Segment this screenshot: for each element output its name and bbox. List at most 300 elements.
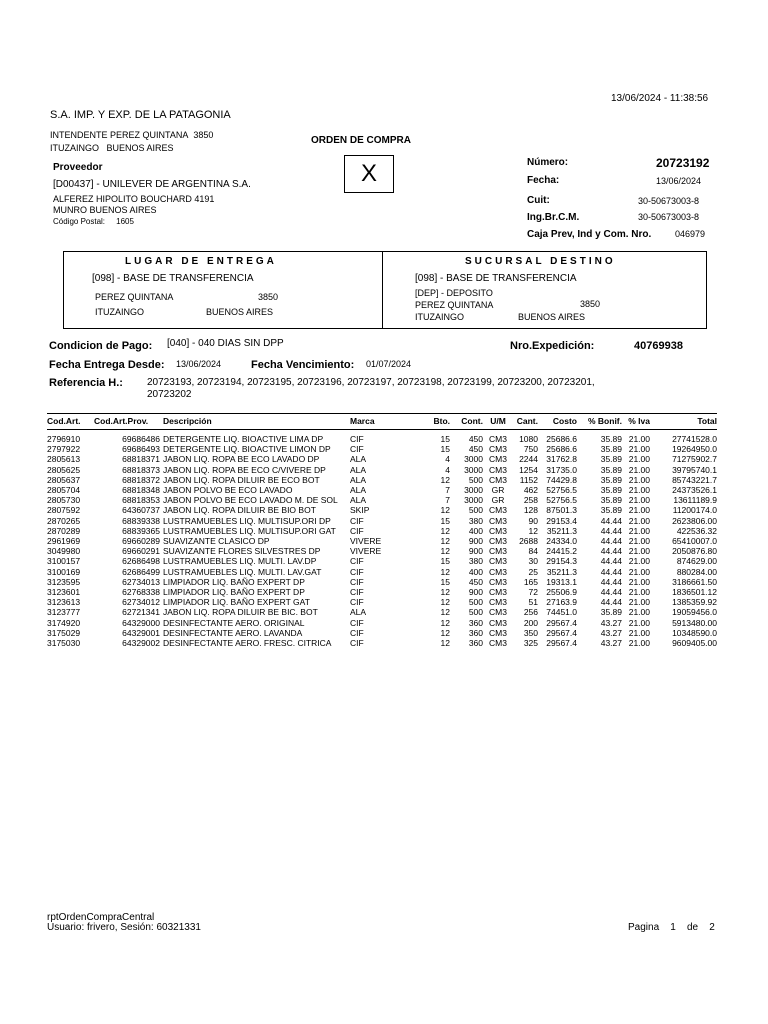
total-pages: 2 [709, 922, 715, 933]
cell-costo: 74429.8 [546, 474, 577, 485]
company-city-name: ITUZAINGO [50, 143, 99, 153]
cell-total: 1836501.12 [672, 587, 717, 598]
cell-iva: 21.00 [628, 525, 650, 536]
cell-cod-art: 2870265 [47, 515, 81, 526]
cell-cod-art: 3174920 [47, 617, 81, 628]
cell-cant: 1080 [519, 434, 538, 444]
cell-cod-prov: 62734013 [122, 576, 160, 587]
table-row [47, 556, 717, 566]
cell-iva: 21.00 [628, 515, 650, 526]
cell-marca: CIF [350, 525, 364, 536]
cell-costo: 87501.3 [546, 505, 577, 516]
cell-marca: CIF [350, 515, 364, 526]
cell-um: CM3 [489, 515, 507, 526]
cell-bonif: 44.44 [600, 597, 622, 608]
cell-cod-prov: 62768338 [122, 587, 160, 598]
cell-iva: 21.00 [628, 617, 650, 628]
sucursal-street: PEREZ QUINTANA [415, 300, 494, 310]
cell-desc: SUAVIZANTE FLORES SILVESTRES DP [163, 546, 321, 557]
cell-cont: 3000 [464, 485, 483, 496]
cell-cod-art: 3049980 [47, 546, 81, 557]
cell-bonif: 35.89 [600, 454, 622, 465]
cell-cont: 380 [468, 556, 483, 567]
items-body [47, 434, 717, 648]
cell-cant: 1254 [519, 464, 538, 475]
cell-desc: LUSTRAMUEBLES LIQ. MULTISUP.ORI GAT [163, 525, 336, 536]
cell-bto: 4 [445, 464, 450, 475]
cell-bto: 7 [445, 495, 450, 506]
session-info: Usuario: frivero, Sesión: 60321331 [47, 922, 201, 933]
cell-cod-prov: 68818353 [122, 495, 160, 506]
cell-cod-prov: 68818372 [122, 474, 160, 485]
cell-marca: CIF [350, 638, 364, 649]
cell-iva: 21.00 [628, 495, 650, 506]
cell-bonif: 44.44 [600, 525, 622, 536]
cell-um: CM3 [489, 597, 507, 608]
cell-total: 27741528.0 [672, 434, 717, 444]
cell-cod-art: 3123777 [47, 607, 81, 618]
table-row [47, 536, 717, 546]
cell-cont: 3000 [464, 464, 483, 475]
cell-bto: 12 [440, 525, 450, 536]
lugar-province: BUENOS AIRES [206, 307, 274, 317]
cell-total: 71275902.7 [672, 454, 717, 465]
cell-marca: CIF [350, 627, 364, 638]
cell-cont: 450 [468, 576, 483, 587]
cell-marca: ALA [350, 607, 367, 618]
cell-cod-art: 2805730 [47, 495, 81, 506]
cell-cant: 258 [523, 495, 538, 506]
lugar-city: ITUZAINGO [95, 307, 144, 317]
cell-bto: 7 [445, 485, 450, 496]
cell-costo: 52756.5 [546, 495, 577, 506]
company-province: BUENOS AIRES [106, 143, 174, 153]
cell-um: CM3 [489, 474, 507, 485]
cell-cant: 462 [523, 485, 538, 496]
cell-cant: 72 [528, 587, 538, 598]
cell-desc: LUSTRAMUEBLES LIQ. MULTI. LAV.DP [163, 556, 317, 567]
referencia-line-2: 20723202 [147, 389, 192, 400]
cell-cod-art: 3100169 [47, 566, 81, 577]
pago-value: [040] - 040 DIAS SIN DPP [167, 338, 284, 349]
cell-total: 19264950.0 [672, 444, 717, 455]
cell-costo: 31735.0 [546, 464, 577, 475]
cell-cont: 900 [468, 546, 483, 557]
cell-iva: 21.00 [628, 546, 650, 557]
cell-um: CM3 [489, 566, 507, 577]
col-costo: Costo [552, 416, 577, 426]
cell-cod-prov: 68839338 [122, 515, 160, 526]
cell-um: CM3 [489, 536, 507, 547]
cell-cant: 165 [523, 576, 538, 587]
cell-cod-art: 2805637 [47, 474, 81, 485]
cell-bonif: 44.44 [600, 587, 622, 598]
cell-desc: LUSTRAMUEBLES LIQ. MULTI. LAV.GAT [163, 566, 322, 577]
cell-cont: 500 [468, 505, 483, 516]
cell-bto: 15 [440, 576, 450, 587]
cell-cod-prov: 69660291 [122, 546, 160, 557]
cell-cod-prov: 68818348 [122, 485, 160, 496]
cell-bto: 12 [440, 597, 450, 608]
cell-costo: 31762.8 [546, 454, 577, 465]
doc-title: ORDEN DE COMPRA [311, 135, 412, 146]
cell-bto: 12 [440, 546, 450, 557]
cell-bonif: 35.89 [600, 607, 622, 618]
items-table [47, 434, 717, 648]
lugar-number: 3850 [258, 292, 279, 302]
cell-bto: 4 [445, 454, 450, 465]
table-row [47, 454, 717, 464]
cell-desc: JABON LIQ. ROPA BE ECO C/VIVERE DP [163, 464, 326, 475]
cell-cont: 360 [468, 617, 483, 628]
table-row [47, 577, 717, 587]
table-row [47, 597, 717, 607]
cell-bto: 12 [440, 617, 450, 628]
cell-bonif: 43.27 [600, 617, 622, 628]
cell-bto: 15 [440, 515, 450, 526]
pagina-label: Pagina [628, 922, 660, 933]
cell-cod-prov: 69686486 [122, 434, 160, 444]
cell-desc: JABON LIQ. ROPA DILUIR BE BIO BOT [163, 505, 316, 516]
cell-bto: 15 [440, 444, 450, 455]
table-row [47, 475, 717, 485]
fecha-label: Fecha: [527, 175, 560, 186]
vencimiento-value: 01/07/2024 [366, 359, 412, 369]
numero-value: 20723192 [656, 156, 710, 170]
cell-total: 65410007.0 [672, 536, 717, 547]
cell-total: 9609405.00 [672, 638, 717, 649]
cell-marca: CIF [350, 587, 364, 598]
cell-cod-art: 2805625 [47, 464, 81, 475]
cell-cont: 3000 [464, 454, 483, 465]
cell-iva: 21.00 [628, 627, 650, 638]
sucursal-title: SUCURSAL DESTINO [465, 256, 616, 267]
cell-bto: 15 [440, 434, 450, 444]
cell-marca: ALA [350, 474, 367, 485]
expedicion-value: 40769938 [634, 340, 683, 352]
proveedor-cp [53, 217, 134, 226]
cell-cod-art: 2797922 [47, 444, 81, 455]
referencia-line-1: 20723193, 20723194, 20723195, 20723196, 20723197, 20723198, 20723199, 20723200, 20723201, [147, 377, 595, 388]
cell-cod-prov: 64329000 [122, 617, 160, 628]
cell-marca: ALA [350, 495, 367, 506]
cell-iva: 21.00 [628, 464, 650, 475]
cell-marca: CIF [350, 434, 364, 444]
cell-desc: LIMPIADOR LIQ. BAÑO EXPERT DP [163, 587, 305, 598]
cell-cant: 256 [523, 607, 538, 618]
cell-cod-prov: 62686499 [122, 566, 160, 577]
col-desc: Descripción [163, 416, 212, 426]
cell-cant: 1152 [519, 474, 538, 485]
cell-total: 874629.00 [676, 556, 717, 567]
cell-costo: 29154.3 [546, 556, 577, 567]
caja-value: 046979 [675, 229, 706, 239]
cell-um: CM3 [489, 454, 507, 465]
cell-bto: 12 [440, 627, 450, 638]
print-datetime: 13/06/2024 - 11:38:56 [611, 93, 709, 104]
cell-costo: 24334.0 [546, 536, 577, 547]
cell-iva: 21.00 [628, 607, 650, 618]
cell-costo: 29567.4 [546, 638, 577, 649]
cell-iva: 21.00 [628, 454, 650, 465]
cell-total: 85743221.7 [672, 474, 717, 485]
cell-total: 39795740.1 [672, 464, 717, 475]
cell-cod-art: 3175029 [47, 627, 81, 638]
pagination [628, 922, 715, 933]
cell-cod-art: 3123595 [47, 576, 81, 587]
cell-costo: 25686.6 [546, 434, 577, 444]
cell-bto: 12 [440, 587, 450, 598]
caja-label: Caja Prev, Ind y Com. Nro. [527, 229, 652, 240]
page-number: 1 [670, 922, 676, 933]
doc-type-mark: X [344, 155, 394, 193]
cell-um: CM3 [489, 464, 507, 475]
cell-cont: 400 [468, 566, 483, 577]
cell-desc: JABON LIQ. ROPA BE ECO LAVADO DP [163, 454, 320, 465]
cell-marca: CIF [350, 556, 364, 567]
lugar-street: PEREZ QUINTANA [95, 292, 174, 302]
cell-costo: 19313.1 [546, 576, 577, 587]
cell-desc: SUAVIZANTE CLASICO DP [163, 536, 270, 547]
lugar-name: [098] - BASE DE TRANSFERENCIA [92, 273, 254, 284]
cell-costo: 25506.9 [546, 587, 577, 598]
cell-bonif: 44.44 [600, 556, 622, 567]
cell-cod-prov: 64329002 [122, 638, 160, 649]
cell-cant: 2688 [519, 536, 538, 547]
proveedor-cp-value: 1605 [116, 217, 134, 226]
col-cod-prov: Cod.Art.Prov. [94, 416, 149, 426]
cell-bto: 12 [440, 638, 450, 649]
cell-cont: 450 [468, 434, 483, 444]
cell-cant: 200 [523, 617, 538, 628]
table-header-rule [47, 429, 717, 430]
cell-costo: 24415.2 [546, 546, 577, 557]
cell-bonif: 35.89 [600, 434, 622, 444]
cell-total: 3186661.50 [672, 576, 717, 587]
cell-marca: ALA [350, 454, 367, 465]
cell-marca: CIF [350, 566, 364, 577]
cell-cont: 500 [468, 474, 483, 485]
numero-label: Número: [527, 157, 569, 168]
col-um: U/M [490, 416, 506, 426]
cell-total: 5913480.00 [672, 617, 717, 628]
cell-cant: 750 [523, 444, 538, 455]
cell-bto: 15 [440, 556, 450, 567]
cell-cod-art: 2796910 [47, 434, 81, 444]
cell-desc: DESINFECTANTE AERO. LAVANDA [163, 627, 303, 638]
cell-um: CM3 [489, 607, 507, 618]
cell-cant: 128 [523, 505, 538, 516]
cell-um: CM3 [489, 576, 507, 587]
cell-cod-art: 2961969 [47, 536, 81, 547]
company-name: S.A. IMP. Y EXP. DE LA PATAGONIA [50, 109, 231, 121]
cell-costo: 35211.3 [546, 525, 577, 536]
cell-cod-prov: 64329001 [122, 627, 160, 638]
cell-marca: VIVERE [350, 546, 382, 557]
de-label: de [686, 922, 699, 933]
cell-iva: 21.00 [628, 434, 650, 444]
cell-iva: 21.00 [628, 505, 650, 516]
cell-cont: 360 [468, 638, 483, 649]
cell-cod-art: 3175030 [47, 638, 81, 649]
cell-desc: LUSTRAMUEBLES LIQ. MULTISUP.ORI DP [163, 515, 331, 526]
cell-cont: 900 [468, 587, 483, 598]
table-row [47, 567, 717, 577]
table-row [47, 505, 717, 515]
cell-um: GR [491, 495, 505, 506]
entrega-value: 13/06/2024 [176, 359, 222, 369]
cell-costo: 35211.3 [546, 566, 577, 577]
cell-um: CM3 [489, 627, 507, 638]
cell-um: CM3 [489, 546, 507, 557]
cell-iva: 21.00 [628, 474, 650, 485]
cell-bonif: 44.44 [600, 515, 622, 526]
cell-marca: SKIP [350, 505, 370, 516]
cell-costo: 29153.4 [546, 515, 577, 526]
cell-cod-prov: 62734012 [122, 597, 160, 608]
ingbr-value: 30-50673003-8 [638, 212, 700, 222]
cell-bto: 12 [440, 505, 450, 516]
cell-bonif: 35.89 [600, 485, 622, 496]
col-iva: % Iva [628, 416, 650, 426]
cell-total: 880284.00 [676, 566, 717, 577]
table-row [47, 444, 717, 454]
cell-cod-prov: 64360737 [122, 505, 160, 516]
cell-total: 11200174.0 [672, 505, 717, 516]
ingbr-label: Ing.Br.C.M. [527, 212, 580, 223]
cell-cod-art: 2805704 [47, 485, 81, 496]
cell-costo: 74451.0 [546, 607, 577, 618]
cell-um: CM3 [489, 434, 507, 444]
table-row [47, 628, 717, 638]
cell-cont: 500 [468, 597, 483, 608]
col-cant: Cant. [516, 416, 538, 426]
cell-bonif: 44.44 [600, 566, 622, 577]
cell-cod-art: 3123613 [47, 597, 81, 608]
cell-bonif: 44.44 [600, 536, 622, 547]
sucursal-province: BUENOS AIRES [518, 312, 586, 322]
table-row [47, 607, 717, 617]
cell-total: 422536.32 [676, 525, 717, 536]
cell-bonif: 35.89 [600, 474, 622, 485]
expedicion-label: Nro.Expedición: [510, 340, 595, 352]
table-row [47, 618, 717, 628]
proveedor-address: ALFEREZ HIPOLITO BOUCHARD 4191 [53, 194, 215, 204]
cell-cant: 90 [528, 515, 538, 526]
cell-cont: 900 [468, 536, 483, 547]
cell-marca: ALA [350, 464, 367, 475]
col-cont: Cont. [461, 416, 483, 426]
cell-iva: 21.00 [628, 638, 650, 649]
company-street [50, 130, 213, 140]
cell-um: CM3 [489, 525, 507, 536]
cell-iva: 21.00 [628, 597, 650, 608]
report-name: rptOrdenCompraCentral [47, 912, 155, 923]
cell-cod-prov: 69660289 [122, 536, 160, 547]
company-city [50, 143, 174, 153]
cell-total: 1385359.92 [672, 597, 717, 608]
cell-total: 13611189.9 [673, 495, 717, 506]
cell-desc: JABON POLVO BE ECO LAVADO [163, 485, 293, 496]
cell-cod-art: 2870289 [47, 525, 81, 536]
cell-desc: LIMPIADOR LIQ. BAÑO EXPERT DP [163, 576, 305, 587]
cell-desc: LIMPIADOR LIQ. BAÑO EXPERT GAT [163, 597, 310, 608]
cell-iva: 21.00 [628, 485, 650, 496]
cell-cod-prov: 69686493 [122, 444, 160, 455]
cell-costo: 29567.4 [546, 627, 577, 638]
cell-bto: 12 [440, 607, 450, 618]
cell-marca: CIF [350, 444, 364, 455]
proveedor-city: MUNRO BUENOS AIRES [53, 205, 157, 215]
cell-um: CM3 [489, 587, 507, 598]
box-divider [382, 252, 383, 328]
sucursal-number: 3850 [580, 299, 601, 309]
cell-marca: ALA [350, 485, 367, 496]
table-row [47, 495, 717, 505]
table-top-rule [47, 413, 717, 414]
cell-cant: 350 [523, 627, 538, 638]
cell-marca: VIVERE [350, 536, 382, 547]
cell-total: 10348590.0 [672, 627, 717, 638]
cell-cant: 25 [528, 566, 538, 577]
cell-desc: DETERGENTE LIQ. BIOACTIVE LIMA DP [163, 434, 324, 444]
cell-cant: 84 [528, 546, 538, 557]
cell-costo: 29567.4 [546, 617, 577, 628]
cell-bto: 12 [440, 474, 450, 485]
cell-cant: 12 [528, 525, 538, 536]
cell-cont: 450 [468, 444, 483, 455]
cell-cod-prov: 68839365 [122, 525, 160, 536]
cell-bonif: 35.89 [600, 505, 622, 516]
cell-iva: 21.00 [628, 536, 650, 547]
cell-iva: 21.00 [628, 576, 650, 587]
items-table-header [47, 416, 717, 426]
cell-bonif: 43.27 [600, 638, 622, 649]
company-street-number: 3850 [193, 130, 214, 140]
sucursal-dep: [DEP] - DEPOSITO [415, 288, 493, 298]
sucursal-city: ITUZAINGO [415, 312, 464, 322]
cell-cont: 500 [468, 607, 483, 618]
cell-total: 2623806.00 [672, 515, 717, 526]
company-street-name: INTENDENTE PEREZ QUINTANA [50, 130, 189, 140]
cell-bto: 12 [440, 566, 450, 577]
cell-desc: DETERGENTE LIQ. BIOACTIVE LIMON DP [163, 444, 331, 455]
cell-cant: 2244 [519, 454, 538, 465]
col-bto: Bto. [433, 416, 450, 426]
cell-um: CM3 [489, 556, 507, 567]
cell-desc: DESINFECTANTE AERO. FRESC. CITRICA [163, 638, 332, 649]
cell-cod-prov: 68818373 [122, 464, 160, 475]
cell-cod-art: 3123601 [47, 587, 81, 598]
cell-costo: 25686.6 [546, 444, 577, 455]
entrega-label: Fecha Entrega Desde: [49, 359, 165, 371]
col-bonif: % Bonif. [588, 416, 622, 426]
table-row [47, 485, 717, 495]
cell-bonif: 35.89 [600, 464, 622, 475]
table-row [47, 465, 717, 475]
vencimiento-label: Fecha Vencimiento: [251, 359, 355, 371]
cell-bonif: 44.44 [600, 576, 622, 587]
proveedor-label: Proveedor [53, 162, 103, 173]
cell-marca: CIF [350, 576, 364, 587]
col-marca: Marca [350, 416, 375, 426]
cell-iva: 21.00 [628, 444, 650, 455]
col-cod-art: Cod.Art. [47, 416, 81, 426]
col-total: Total [697, 416, 717, 426]
cell-iva: 21.00 [628, 587, 650, 598]
cell-um: CM3 [489, 444, 507, 455]
cell-total: 19059456.0 [672, 607, 717, 618]
